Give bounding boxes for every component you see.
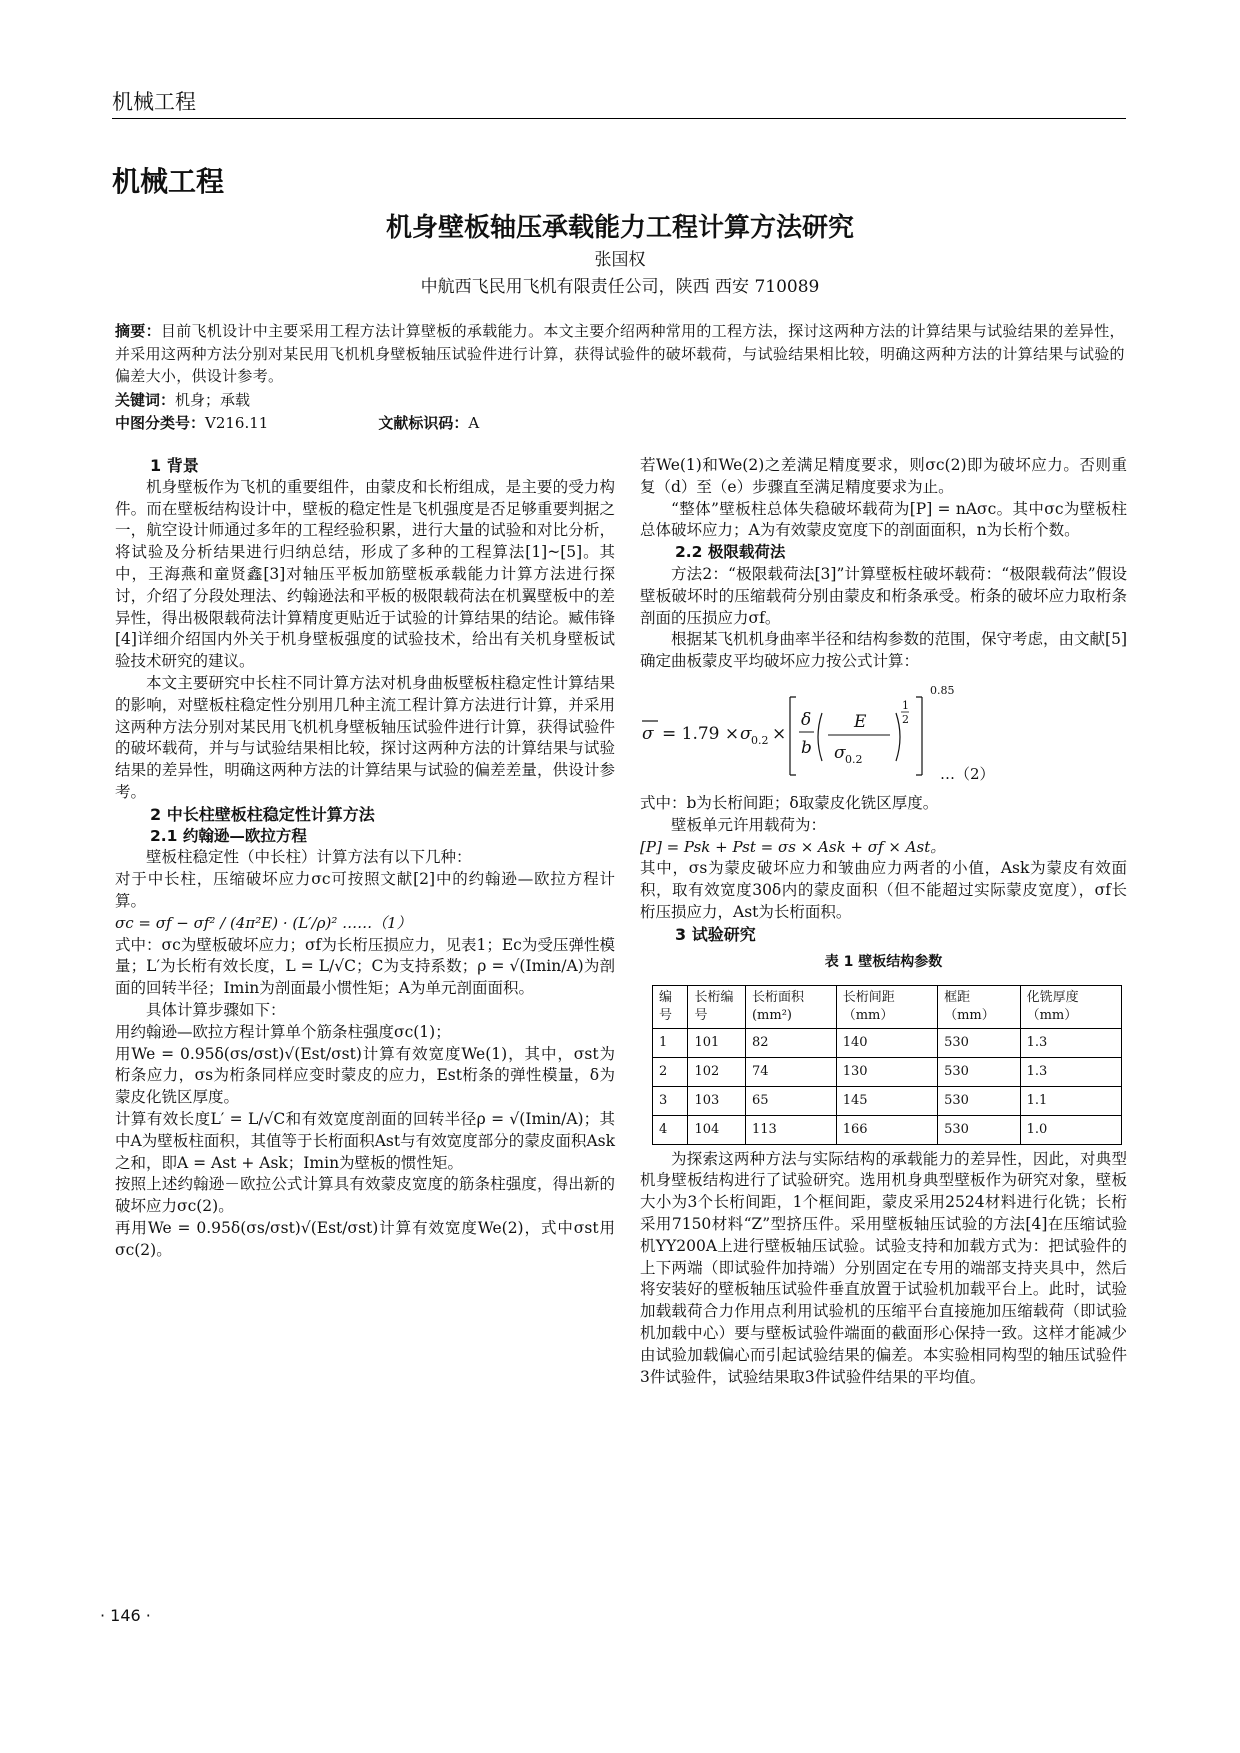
heading-johnson-euler: 2.1 约翰逊—欧拉方程 xyxy=(150,826,307,845)
paragraph: 计算有效长度L′ = L/√C和有效宽度剖面的回转半径ρ = √(Imin/A)；其中A为壁板柱面积，其值等于长桁面积Ast与有效宽度部分的蒙皮面积Ask之和，即A = Ast + Ask；Imin为壁板的惯性矩。 xyxy=(115,1109,615,1172)
table-header: 长桁间距（mm） xyxy=(836,986,937,1029)
paragraph: 为探索这两种方法与实际结构的承载能力的差异性，因此，对典型机身壁板结构进行了试验研究。选用机身典型壁板作为研究对象，壁板大小为3个长桁间距，1个框间距，蒙皮采用2524材料进行化铣；长桁采用7150材料“Z”型挤压件。采用壁板轴压试验的方法[4]在压缩试验机YY200A上进行壁板轴压试验。试验支持和加载方式为：把试验件的上下两端（即试验件加持端）分别固定在专用的端部支持夹具中，然后将安装好的壁板轴压试验件垂直放置于试验机加载平台上。此时，试验加载载荷合力作用点利用试验机的压缩平台直接施加压缩载荷（即试验机加载中心）要与壁板试验件端面的截面形心保持一致。这样才能减少由试验加载偏心而引起试验结果的偏差。本实验相同构型的轴压试验件3件试验件，试验结果取3件试验件结果的平均值。 xyxy=(640,1149,1127,1386)
right-column xyxy=(640,455,1127,1388)
table-cell: 3 xyxy=(653,1086,688,1115)
classification xyxy=(115,412,715,433)
affiliation: 中航西飞民用飞机有限责任公司，陕西 西安 710089 xyxy=(420,277,820,297)
paragraph: 机身壁板作为飞机的重要组件，由蒙皮和长桁组成，是主要的受力构件。而在壁板结构设计中，壁板的稳定性是飞机强度是否足够重要判据之一，航空设计师通过多年的工程经验积累，进行大量的试验和对比分析，将试验及分析结果进行归纳总结，形成了多种的工程算法[1]~[5]。其中，王海燕和童贤鑫[3]对轴压平板加筋壁板承载能力计算方法进行探讨，介绍了分段处理法、约翰逊法和平板的极限载荷法在机翼壁板中的差异性，得出极限载荷法计算精度更贴近于试验的计算结果的结论。臧伟锋[4]详细介绍国内外关于机身壁板强度的试验技术，给出有关机身壁板试验技术研究的建议。 xyxy=(115,477,615,671)
heading-method: 2 中长柱壁板柱稳定性计算方法 xyxy=(150,804,375,824)
table-cell: 101 xyxy=(688,1029,746,1058)
paragraph: 对于中长柱，压缩破坏应力σc可按照文献[2]中的约翰逊—欧拉方程计算。 xyxy=(115,870,615,910)
svg-text:E: E xyxy=(854,711,867,732)
paragraph: 壁板柱稳定性（中长柱）计算方法有以下几种： xyxy=(146,848,472,867)
paragraph: 本文主要研究中长柱不同计算方法对机身曲板壁板柱稳定性计算结果的影响，对壁板柱稳定性分别用几种主流工程计算方法进行计算，并采用这两种方法分别对某民用飞机机身壁板轴压试验件进行计算，获得试验件的破坏载荷，并与与试验结果相比较，探讨这两种方法的计算结果与试验结果的差异性，明确这两种方法的计算结果与试验的偏差差量，供设计参考。 xyxy=(115,673,615,801)
abstract-text: 目前飞机设计中主要采用工程方法计算壁板的承载能力。本文主要介绍两种常用的工程方法，探讨这两种方法的计算结果与试验结果的差异性，并采用这两种方法分别对某民用飞机机身壁板轴压试验件进行计算，获得试验件的破坏载荷，与试验结果相比较，明确这两种方法的计算结果与试验的偏差大小，供设计参考。 xyxy=(115,322,1125,385)
table-row xyxy=(653,1086,1122,1115)
left-column xyxy=(115,455,615,1261)
doc-label: 文献标识码： xyxy=(378,414,469,432)
table-cell: 530 xyxy=(938,1029,1021,1058)
keywords xyxy=(115,389,250,410)
equation-3: [P] = Psk + Pst = σs × Ask + σf × Ast。 xyxy=(640,837,946,856)
table-cell: 1 xyxy=(653,1029,688,1058)
paragraph: 根据某飞机机身曲率半径和结构参数的范围，保守考虑，由文献[5]确定曲板蒙皮平均破坏应力按公式计算： xyxy=(640,630,1127,671)
paragraph: 用约翰逊—欧拉方程计算单个筋条柱强度σc(1)； xyxy=(115,1022,451,1041)
paragraph: 式中：σc为壁板破坏应力；σf为长桁压损应力，见表1；Ec为受压弹性模量；L′为长桁有效长度，L = L/√C；C为支持系数；ρ = √(Imin/A)为剖面的回转半径；Imin为剖面最小惯性矩；A为单元剖面面积。 xyxy=(115,935,615,998)
paragraph: 再用We = 0.95δ(σs/σst)√(Est/σst)计算有效宽度We(2)，式中σst用σc(2)。 xyxy=(115,1218,615,1259)
header-rule xyxy=(112,118,1126,119)
svg-text:= 1.79 ×: = 1.79 × xyxy=(662,723,740,744)
table-cell: 140 xyxy=(836,1029,937,1058)
equation-1: σc = σf − σf² / (4π²E) · (L′/ρ)² ……（1） xyxy=(115,913,412,932)
svg-text:b: b xyxy=(801,737,812,758)
section-title: 机械工程 xyxy=(112,165,225,198)
table-header: 编号 xyxy=(653,986,688,1029)
equation-2 xyxy=(640,677,1127,789)
table-cell: 1.3 xyxy=(1020,1058,1121,1087)
table-cell: 530 xyxy=(938,1086,1021,1115)
paragraph: “整体”壁板柱总体失稳破坏载荷为[P] = nAσc。其中σc为壁板柱总体破坏应力；A为有效蒙皮宽度下的剖面面积，n为长桁个数。 xyxy=(640,499,1127,540)
table-caption: 表 1 壁板结构参数 xyxy=(824,953,943,970)
table-cell: 530 xyxy=(938,1058,1021,1087)
paragraph: 按照上述约翰逊－欧拉公式计算具有效蒙皮宽度的筋条柱强度，得出新的破坏应力σc(2)。 xyxy=(115,1175,615,1216)
table-cell: 4 xyxy=(653,1115,688,1144)
equation-2-graphic xyxy=(640,677,1127,787)
table-cell: 102 xyxy=(688,1058,746,1087)
table-cell: 2 xyxy=(653,1058,688,1087)
table-cell: 530 xyxy=(938,1115,1021,1144)
paragraph: 若We(1)和We(2)之差满足精度要求，则σc(2)即为破坏应力。否则重复（d）至（e）步骤直至满足精度要求为止。 xyxy=(640,456,1127,496)
clc-label: 中图分类号： xyxy=(115,414,206,432)
abstract-label: 摘要： xyxy=(115,322,161,340)
table-cell: 1.1 xyxy=(1020,1086,1121,1115)
keywords-label: 关键词： xyxy=(115,391,176,409)
svg-text:σ: σ xyxy=(642,723,654,744)
svg-text:1: 1 xyxy=(902,698,909,712)
table-header: 化铣厚度（mm） xyxy=(1020,986,1121,1029)
table-cell: 113 xyxy=(745,1115,836,1144)
paragraph: 壁板单元许用载荷为： xyxy=(671,815,827,834)
table-cell: 166 xyxy=(836,1115,937,1144)
table-cell: 104 xyxy=(688,1115,746,1144)
svg-text:δ: δ xyxy=(801,709,812,730)
table-cell: 82 xyxy=(745,1029,836,1058)
author: 张国权 xyxy=(594,250,646,270)
table-header: 长桁面积(mm²) xyxy=(745,986,836,1029)
table-row xyxy=(653,1029,1122,1058)
svg-text:σ: σ xyxy=(740,723,752,744)
paragraph: 方法2：“极限载荷法[3]”计算壁板柱破坏载荷：“极限载荷法”假设壁板破坏时的压缩载荷分别由蒙皮和桁条承受。桁条的破坏应力取桁条剖面的压损应力σf。 xyxy=(640,564,1127,627)
table-row xyxy=(653,1058,1122,1087)
table-header-row xyxy=(653,986,1122,1029)
table-cell: 65 xyxy=(745,1086,836,1115)
table-header: 框距（mm） xyxy=(938,986,1021,1029)
svg-text:σ: σ xyxy=(834,742,846,763)
svg-text:2: 2 xyxy=(902,712,909,726)
table-cell: 1.3 xyxy=(1020,1029,1121,1058)
paper-title: 机身壁板轴压承载能力工程计算方法研究 xyxy=(385,213,854,243)
page-number: · 146 · xyxy=(100,1606,151,1625)
panel-parameter-table xyxy=(652,985,1122,1144)
table-cell: 1.0 xyxy=(1020,1115,1121,1144)
heading-background: 1 背景 xyxy=(150,456,199,475)
heading-test: 3 试验研究 xyxy=(675,924,756,944)
paragraph: 具体计算步骤如下： xyxy=(146,1000,286,1019)
paragraph: 用We = 0.95δ(σs/σst)√(Est/σst)计算有效宽度We(1)，其中，σst为桁条应力，σs为桁条同样应变时蒙皮的应力，Est桁条的弹性模量，δ为蒙皮化铣区厚度。 xyxy=(115,1044,615,1107)
table-cell: 103 xyxy=(688,1086,746,1115)
table-header: 长桁编号 xyxy=(688,986,746,1029)
table-cell: 145 xyxy=(836,1086,937,1115)
doc-value: A xyxy=(468,414,480,432)
paragraph: 式中：b为长桁间距；δ取蒙皮化铣区厚度。 xyxy=(640,793,939,812)
table-cell: 130 xyxy=(836,1058,937,1087)
svg-text:0.85: 0.85 xyxy=(930,683,955,697)
svg-text:×: × xyxy=(772,723,787,744)
running-header: 机械工程 xyxy=(112,90,196,114)
table-row xyxy=(653,1115,1122,1144)
abstract xyxy=(115,320,1125,388)
svg-text:0.2: 0.2 xyxy=(845,752,863,766)
table-cell: 74 xyxy=(745,1058,836,1087)
clc-value: V216.11 xyxy=(205,414,269,432)
keywords-text: 机身；承载 xyxy=(175,391,251,409)
heading-ultimate-load: 2.2 极限载荷法 xyxy=(675,543,786,562)
paragraph: 其中，σs为蒙皮破坏应力和皱曲应力两者的小值，Ask为蒙皮有效面积，取有效宽度30δ内的蒙皮面积（但不能超过实际蒙皮宽度），σf长桁压损应力，Ast为长桁面积。 xyxy=(640,859,1127,921)
equation-2-number: …（2） xyxy=(940,764,995,783)
svg-text:0.2: 0.2 xyxy=(751,733,769,747)
